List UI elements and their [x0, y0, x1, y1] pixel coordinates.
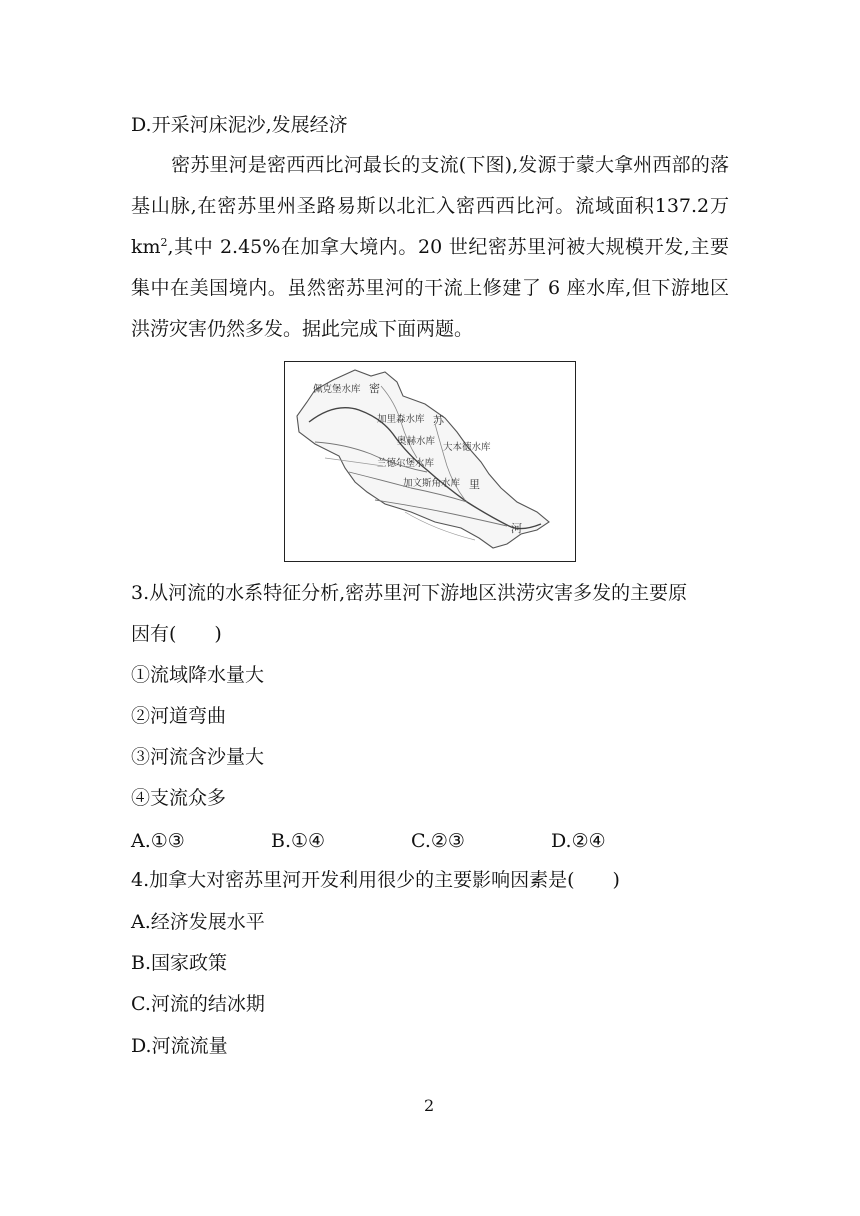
- q4-option-b: B.国家政策: [131, 952, 228, 974]
- intro-superscript: 2: [160, 236, 168, 249]
- river-char-label: 密: [369, 382, 380, 395]
- reservoir-label: 佩克堡水库: [313, 384, 361, 395]
- q3-item-3: ③河流含沙量大: [131, 746, 265, 768]
- q3-option-b: B.①④: [271, 830, 326, 852]
- map-drawing: [285, 362, 576, 562]
- q3-item-1: ①流域降水量大: [131, 664, 265, 686]
- reservoir-label: 大本德水库: [443, 442, 491, 453]
- q3-stem-line1: 3.从河流的水系特征分析,密苏里河下游地区洪涝灾害多发的主要原: [131, 582, 688, 604]
- intro-paragraph: [131, 145, 729, 350]
- q4-stem: 4.加拿大对密苏里河开发利用很少的主要影响因素是( ): [131, 869, 620, 891]
- q3-option-d: D.②④: [551, 830, 606, 852]
- reservoir-label: 加里森水库: [377, 414, 425, 425]
- missouri-river-map: [284, 361, 576, 562]
- prev-option-d: D.开采河床泥沙,发展经济: [131, 114, 348, 136]
- river-char-label: 里: [469, 478, 480, 491]
- q4-option-d: D.河流流量: [131, 1035, 228, 1057]
- river-char-label: 苏: [433, 414, 444, 427]
- q3-option-a: A.①③: [131, 830, 185, 852]
- reservoir-label: 兰德尔堡水库: [377, 458, 435, 469]
- q3-option-c: C.②③: [411, 830, 465, 852]
- river-char-label: 河: [511, 522, 522, 535]
- intro-text-1: 密苏里河是密西西比河最长的支流(下图),发源于蒙大拿州西部的落基山脉,在密苏里州圣路易斯以北汇入密西西比河。流域面积137.2万 km: [131, 154, 729, 258]
- q4-option-a: A.经济发展水平: [131, 911, 265, 933]
- q3-item-2: ②河道弯曲: [131, 705, 227, 727]
- intro-text-2: ,其中 2.45%在加拿大境内。20 世纪密苏里河被大规模开发,主要集中在美国境内。虽然密苏里河的干流上修建了 6 座水库,但下游地区洪涝灾害仍然多发。据此完成下面两题。: [131, 236, 729, 340]
- q4-option-c: C.河流的结冰期: [131, 993, 265, 1015]
- reservoir-label: 加文斯角水库: [403, 478, 461, 489]
- q3-stem-line2: 因有( ): [131, 623, 222, 645]
- reservoir-label: 奥赫水库: [397, 436, 436, 447]
- q3-item-4: ④支流众多: [131, 787, 227, 809]
- page-number: 2: [424, 1096, 435, 1115]
